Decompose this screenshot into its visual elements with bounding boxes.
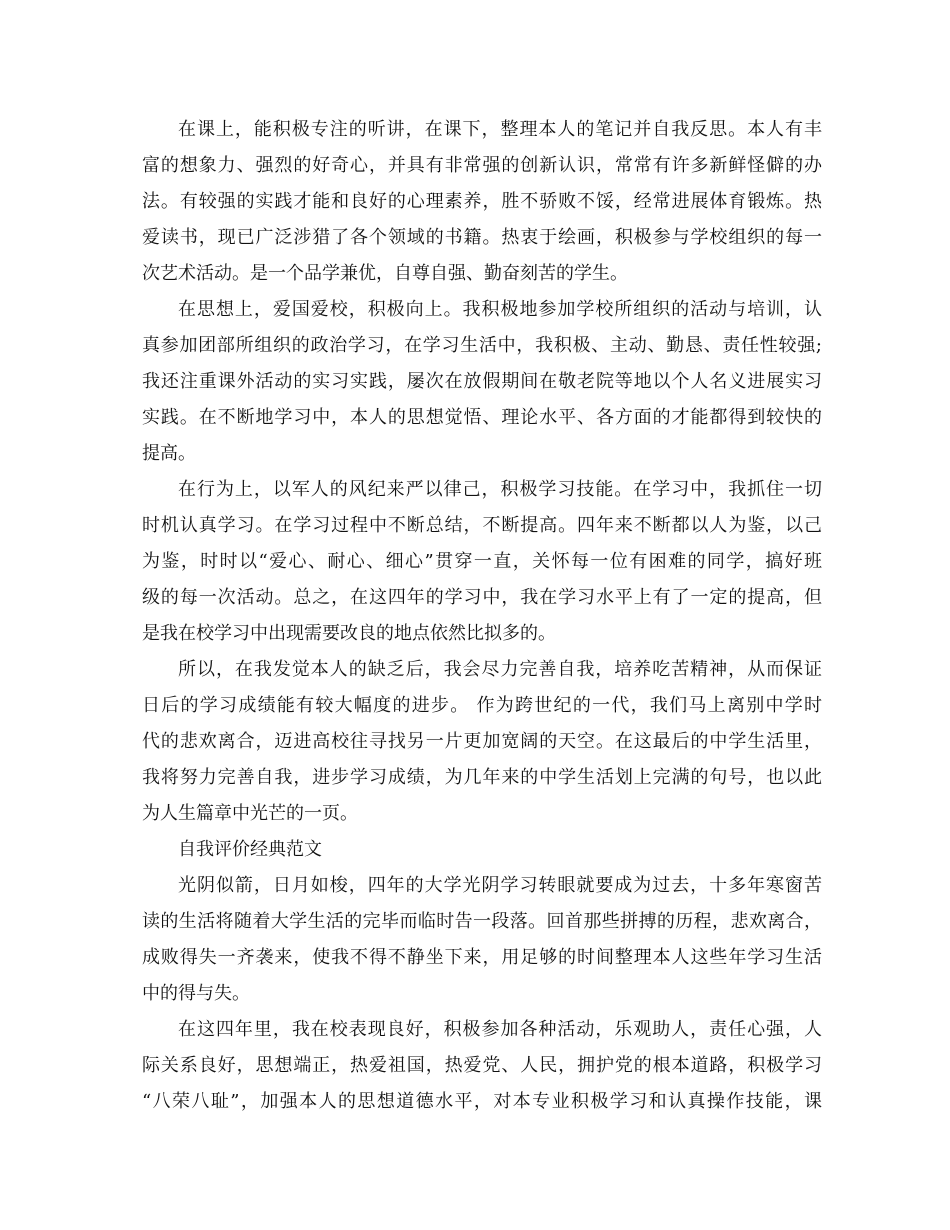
paragraph-line: 代的悲欢离合，迈进高校往寻找另一片更加宽阔的天空。在这最后的中学生活里， — [142, 731, 822, 752]
paragraph-line: 读的生活将随着大学生活的完毕而临时告一段落。回首那些拼搏的历程，悲欢离合， — [142, 911, 822, 932]
paragraph-line: 次艺术活动。是一个品学兼优，自尊自强、勤奋刻苦的学生。 — [142, 263, 628, 284]
paragraph-line: 是我在校学习中出现需要改良的地点依然比拟多的。 — [142, 623, 556, 644]
paragraph-line: 时机认真学习。在学习过程中不断总结，不断提高。四年来不断都以人为鉴，以己 — [142, 515, 822, 536]
paragraph-line: 富的想象力、强烈的好奇心，并具有非常强的创新认识，常常有许多新鲜怪僻的办 — [142, 155, 822, 176]
paragraph-line: 为人生篇章中光芒的一页。 — [142, 803, 358, 824]
paragraph-line: “八荣八耻”，加强本人的思想道德水平，对本专业积极学习和认真操作技能，课 — [142, 1091, 822, 1112]
paragraph-line: 在课上，能积极专注的听讲，在课下，整理本人的笔记并自我反思。本人有丰 — [178, 119, 822, 140]
section-heading: 自我评价经典范文 — [178, 839, 322, 860]
paragraph-line: 在这四年里，我在校表现良好，积极参加各种活动，乐观助人，责任心强，人 — [178, 1019, 822, 1040]
paragraph-line: 中的得与失。 — [142, 983, 250, 1004]
paragraph-line: 我还注重课外活动的实习实践，屡次在放假期间在敬老院等地以个人名义进展实习 — [142, 371, 822, 392]
paragraph-line: 日后的学习成绩能有较大幅度的进步。 作为跨世纪的一代，我们马上离别中学时 — [142, 695, 822, 716]
paragraph-line: 真参加团部所组织的政治学习，在学习生活中，我积极、主动、勤恳、责任性较强; — [142, 335, 822, 356]
paragraph-line: 成败得失一齐袭来，使我不得不静坐下来，用足够的时间整理本人这些年学习生活 — [142, 947, 822, 968]
paragraph-line: 所以，在我发觉本人的缺乏后，我会尽力完善自我，培养吃苦精神，从而保证 — [178, 659, 822, 680]
paragraph-line: 在思想上，爱国爱校，积极向上。我积极地参加学校所组织的活动与培训，认 — [178, 299, 822, 320]
paragraph-line: 我将努力完善自我，进步学习成绩，为几年来的中学生活划上完满的句号，也以此 — [142, 767, 822, 788]
paragraph-line: 际关系良好，思想端正，热爱祖国，热爱党、人民，拥护党的根本道路，积极学习 — [142, 1055, 822, 1076]
paragraph-line: 在行为上，以军人的风纪来严以律己，积极学习技能。在学习中，我抓住一切 — [178, 479, 822, 500]
paragraph-line: 爱读书，现已广泛涉猎了各个领域的书籍。热衷于绘画，积极参与学校组织的每一 — [142, 227, 822, 248]
paragraph-line: 光阴似箭，日月如梭，四年的大学光阴学习转眼就要成为过去，十多年寒窗苦 — [178, 875, 822, 896]
paragraph-line: 法。有较强的实践才能和良好的心理素养，胜不骄败不馁，经常进展体育锻炼。热 — [142, 191, 822, 212]
paragraph-line: 实践。在不断地学习中，本人的思想觉悟、理论水平、各方面的才能都得到较快的 — [142, 407, 822, 428]
paragraph-line: 提高。 — [142, 443, 196, 464]
paragraph-line: 为鉴，时时以“爱心、耐心、细心”贯穿一直，关怀每一位有困难的同学，搞好班 — [142, 551, 822, 572]
paragraph-line: 级的每一次活动。总之，在这四年的学习中，我在学习水平上有了一定的提高，但 — [142, 587, 822, 608]
